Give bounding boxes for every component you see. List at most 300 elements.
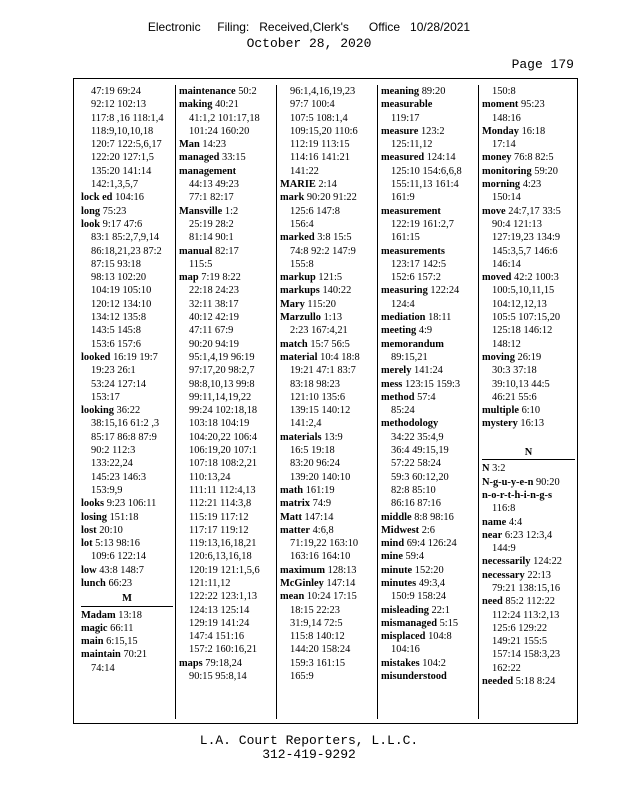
index-word: memorandum bbox=[381, 338, 444, 350]
page-line-references: 85:24 bbox=[391, 405, 415, 417]
index-continuation bbox=[482, 582, 575, 595]
page-line-references: 99:11,14,19,22 bbox=[189, 391, 252, 403]
index-continuation bbox=[280, 537, 374, 550]
page-line-references: 161:19 bbox=[305, 484, 335, 496]
index-entry bbox=[280, 284, 374, 297]
page-line-references: 101:24 160:20 bbox=[189, 125, 250, 137]
index-continuation bbox=[81, 245, 173, 258]
page-line-references: 10:4 18:8 bbox=[320, 351, 360, 363]
index-continuation bbox=[81, 471, 173, 484]
index-continuation bbox=[381, 497, 475, 510]
index-continuation bbox=[179, 471, 273, 484]
index-entry bbox=[280, 577, 374, 590]
index-continuation bbox=[381, 431, 475, 444]
index-word: map bbox=[179, 272, 199, 284]
index-continuation bbox=[381, 590, 475, 603]
index-continuation bbox=[81, 311, 173, 324]
index-word: markups bbox=[280, 285, 320, 297]
index-continuation bbox=[179, 511, 273, 524]
page-line-references: 89:20 bbox=[421, 86, 446, 97]
page-line-references: 82:17 bbox=[215, 245, 239, 257]
index-entry bbox=[179, 245, 273, 258]
index-continuation bbox=[482, 311, 575, 324]
index-continuation bbox=[81, 258, 173, 271]
index-word: making bbox=[179, 99, 213, 111]
page-line-references: 122:24 bbox=[430, 285, 460, 297]
page-line-references: 144:9 bbox=[492, 543, 516, 555]
page-line-references: 152:20 bbox=[414, 564, 444, 576]
index-continuation bbox=[482, 245, 575, 258]
index-continuation bbox=[482, 284, 575, 297]
page-line-references: 9:23 106:11 bbox=[106, 498, 157, 510]
index-entry bbox=[81, 351, 173, 364]
page-line-references: 118:9,10,10,18 bbox=[91, 125, 154, 137]
page-line-references: 107:18 108:2,21 bbox=[189, 458, 258, 470]
index-entry bbox=[381, 537, 475, 550]
page-line-references: 119:17 bbox=[391, 112, 420, 124]
index-continuation bbox=[81, 550, 173, 563]
page-line-references: 96:1,4,16,19,23 bbox=[290, 86, 356, 97]
index-entry bbox=[81, 497, 173, 510]
page-line-references: 116:8 bbox=[492, 503, 516, 515]
index-continuation bbox=[381, 271, 475, 284]
page-line-references: 83:18 98:23 bbox=[290, 378, 340, 390]
page-line-references: 98:13 102:20 bbox=[91, 272, 147, 284]
index-word: methodology bbox=[381, 418, 439, 430]
index-entry bbox=[381, 245, 475, 258]
index-word: management bbox=[179, 165, 237, 177]
index-entry bbox=[81, 609, 173, 622]
index-continuation bbox=[179, 218, 273, 231]
page-line-references: 81:14 90:1 bbox=[189, 232, 234, 244]
page-line-references: 133:22,24 bbox=[91, 458, 133, 470]
page-line-references: 4:4 bbox=[508, 516, 523, 528]
page-line-references: 90:20 bbox=[535, 476, 560, 488]
transcript-date: October 28, 2020 bbox=[246, 36, 372, 51]
index-entry bbox=[381, 338, 475, 351]
index-continuation bbox=[179, 298, 273, 311]
index-word: looking bbox=[81, 405, 114, 417]
index-column-5 bbox=[482, 85, 575, 719]
index-word: mediation bbox=[381, 312, 426, 324]
index-word: n-o-r-t-h-i-n-g-s bbox=[482, 489, 553, 501]
index-continuation bbox=[81, 417, 173, 430]
page-line-references: 86:16 87:16 bbox=[391, 498, 441, 510]
index-continuation bbox=[81, 662, 173, 675]
page-line-references: 123:17 142:5 bbox=[391, 258, 447, 270]
index-entry bbox=[482, 516, 575, 529]
index-word: moving bbox=[482, 351, 515, 363]
index-continuation bbox=[179, 630, 273, 643]
page-line-references: 124:14 bbox=[426, 152, 456, 164]
page-line-references: 4:6,8 bbox=[312, 524, 334, 536]
index-continuation bbox=[482, 112, 575, 125]
page-line-references: 157:14 158:3,23 bbox=[492, 649, 561, 661]
page-line-references: 38:15,16 61:2 ,3 bbox=[91, 418, 160, 430]
index-continuation bbox=[280, 604, 374, 617]
page-line-references: 24:7,17 33:5 bbox=[508, 205, 561, 217]
page-line-references: 83:1 85:2,7,9,14 bbox=[91, 232, 160, 244]
page-line-references: 74:8 92:2 147:9 bbox=[290, 245, 356, 257]
index-entry bbox=[381, 284, 475, 297]
page-line-references: 5:13 98:16 bbox=[95, 538, 140, 550]
page-line-references: 115:19 117:12 bbox=[189, 511, 249, 523]
index-continuation bbox=[179, 617, 273, 630]
index-word: money bbox=[482, 152, 512, 164]
page-line-references: 70:21 bbox=[123, 649, 148, 661]
page-line-references: 152:6 157:2 bbox=[391, 272, 441, 284]
index-continuation bbox=[81, 178, 173, 191]
index-word: Matt bbox=[280, 511, 302, 523]
index-continuation bbox=[81, 298, 173, 311]
index-continuation bbox=[81, 338, 173, 351]
index-entry bbox=[81, 205, 173, 218]
index-continuation bbox=[179, 338, 273, 351]
page-line-references: 83:20 96:24 bbox=[290, 458, 340, 470]
index-continuation bbox=[280, 324, 374, 337]
page-line-references: 112:19 113:15 bbox=[290, 139, 350, 151]
index-continuation bbox=[482, 191, 575, 204]
index-word: moment bbox=[482, 99, 519, 111]
index-word: mismanaged bbox=[381, 617, 437, 629]
index-continuation bbox=[81, 484, 173, 497]
page-line-references: 97:7 100:4 bbox=[290, 99, 335, 111]
page-line-references: 95:1,4,19 96:19 bbox=[189, 351, 255, 363]
index-continuation bbox=[482, 648, 575, 661]
page-line-references: 66:11 bbox=[110, 622, 134, 634]
page-line-references: 123:15 159:3 bbox=[404, 378, 461, 390]
page-line-references: 66:23 bbox=[108, 577, 133, 589]
index-word: near bbox=[482, 529, 503, 541]
index-word: lot bbox=[81, 538, 93, 550]
index-entry bbox=[280, 338, 374, 351]
page-line-references: 2:14 bbox=[318, 179, 337, 191]
index-entry bbox=[381, 617, 475, 630]
page-line-references: 90:20 91:22 bbox=[306, 192, 357, 204]
index-continuation bbox=[179, 364, 273, 377]
page-line-references: 165:9 bbox=[290, 671, 314, 683]
index-word: looked bbox=[81, 351, 111, 363]
index-column-2 bbox=[179, 85, 273, 719]
index-word: lost bbox=[81, 524, 97, 536]
index-entry bbox=[381, 391, 475, 404]
page-line-references: 150:9 158:24 bbox=[391, 591, 447, 603]
index-continuation bbox=[179, 670, 273, 683]
index-entry bbox=[482, 476, 575, 489]
index-entry bbox=[381, 670, 475, 683]
index-continuation bbox=[381, 112, 475, 125]
index-entry bbox=[81, 191, 173, 204]
index-entry bbox=[81, 648, 173, 661]
index-entry bbox=[381, 630, 475, 643]
page-line-references: 26:19 bbox=[517, 351, 542, 363]
index-entry bbox=[81, 404, 173, 417]
index-word: markup bbox=[280, 272, 316, 284]
page-line-references: 120:19 121:1,5,6 bbox=[189, 564, 260, 576]
index-entry bbox=[280, 191, 374, 204]
index-continuation bbox=[179, 417, 273, 430]
index-continuation bbox=[280, 98, 374, 111]
index-continuation bbox=[81, 112, 173, 125]
index-entry bbox=[482, 125, 575, 138]
index-word: maintenance bbox=[179, 86, 236, 97]
index-word: match bbox=[280, 338, 308, 350]
page-line-references: 79:18,24 bbox=[205, 657, 242, 669]
index-word: marked bbox=[280, 232, 315, 244]
index-word: necessarily bbox=[482, 556, 531, 568]
page-line-references: 74:14 bbox=[91, 662, 115, 674]
index-continuation bbox=[381, 178, 475, 191]
page-line-references: 18:15 22:23 bbox=[290, 604, 340, 616]
index-word: monitoring bbox=[482, 165, 532, 177]
index-word: meeting bbox=[381, 325, 417, 337]
index-continuation bbox=[482, 391, 575, 404]
index-entry bbox=[482, 675, 575, 688]
page-line-references: 36:22 bbox=[116, 405, 141, 417]
index-entry bbox=[482, 178, 575, 191]
page-line-references: 117:17 119:12 bbox=[189, 524, 249, 536]
page-line-references: 144:20 158:24 bbox=[290, 644, 351, 656]
index-word: mine bbox=[381, 551, 403, 563]
index-table bbox=[73, 78, 578, 724]
index-continuation bbox=[179, 604, 273, 617]
index-entry bbox=[482, 595, 575, 608]
index-entry bbox=[81, 511, 173, 524]
index-entry bbox=[280, 271, 374, 284]
page-line-references: 32:11 38:17 bbox=[189, 298, 239, 310]
page-line-references: 120:12 134:10 bbox=[91, 298, 152, 310]
index-continuation bbox=[280, 245, 374, 258]
page-line-references: 159:3 161:15 bbox=[290, 657, 346, 669]
page-line-references: 22:1 bbox=[431, 604, 451, 616]
index-continuation bbox=[482, 338, 575, 351]
page-line-references: 49:3,4 bbox=[418, 577, 446, 589]
index-continuation bbox=[280, 85, 374, 98]
page-line-references: 85:17 86:8 87:9 bbox=[91, 431, 157, 443]
index-continuation bbox=[381, 138, 475, 151]
index-continuation bbox=[381, 404, 475, 417]
index-continuation bbox=[381, 165, 475, 178]
page-line-references: 119:13,16,18,21 bbox=[189, 538, 257, 550]
page-line-references: 1:2 bbox=[224, 205, 239, 217]
page-line-references: 115:5 bbox=[189, 258, 213, 270]
index-entry bbox=[280, 231, 374, 244]
column-divider bbox=[276, 85, 277, 719]
index-continuation bbox=[381, 258, 475, 271]
index-column-4 bbox=[381, 85, 475, 719]
index-word: low bbox=[81, 564, 97, 576]
index-word: main bbox=[81, 636, 104, 648]
blank-line bbox=[482, 431, 575, 444]
index-word: Man bbox=[179, 139, 200, 151]
page-line-references: 104:16 bbox=[115, 192, 144, 204]
column-divider bbox=[175, 85, 176, 719]
index-continuation bbox=[81, 391, 173, 404]
index-continuation bbox=[381, 444, 475, 457]
index-entry bbox=[381, 324, 475, 337]
index-word: moved bbox=[482, 272, 512, 284]
index-word: minute bbox=[381, 564, 413, 576]
page-line-references: 112:21 114:3,8 bbox=[189, 498, 252, 510]
index-continuation bbox=[280, 218, 374, 231]
page-line-references: 141:22 bbox=[290, 165, 319, 177]
index-word: meaning bbox=[381, 86, 420, 97]
index-entry bbox=[381, 524, 475, 537]
index-continuation bbox=[179, 457, 273, 470]
index-word: needed bbox=[482, 676, 514, 688]
index-continuation bbox=[280, 125, 374, 138]
page-line-references: 125:11,12 bbox=[391, 139, 433, 151]
index-entry bbox=[482, 151, 575, 164]
index-word: mistakes bbox=[381, 657, 420, 669]
index-continuation bbox=[81, 284, 173, 297]
index-continuation bbox=[81, 125, 173, 138]
page-line-references: 59:20 bbox=[534, 165, 558, 177]
index-continuation bbox=[381, 351, 475, 364]
page-line-references: 30:3 37:18 bbox=[492, 365, 537, 377]
page-line-references: 128:13 bbox=[327, 564, 357, 576]
page-line-references: 39:10,13 44:5 bbox=[492, 378, 550, 390]
index-entry bbox=[179, 138, 273, 151]
page-line-references: 115:8 140:12 bbox=[290, 631, 345, 643]
page-line-references: 111:11 112:4,13 bbox=[189, 484, 256, 496]
index-continuation bbox=[179, 550, 273, 563]
index-continuation bbox=[482, 662, 575, 675]
index-word: merely bbox=[381, 365, 412, 377]
index-entry bbox=[179, 98, 273, 111]
page-line-references: 156:4 bbox=[290, 218, 314, 230]
index-continuation bbox=[81, 85, 173, 98]
page-line-references: 162:22 bbox=[492, 662, 521, 674]
index-entry bbox=[179, 85, 273, 98]
index-continuation bbox=[179, 191, 273, 204]
page-line-references: 148:12 bbox=[492, 338, 521, 350]
index-entry bbox=[381, 98, 475, 111]
index-continuation bbox=[482, 218, 575, 231]
page-line-references: 125:6 129:22 bbox=[492, 622, 548, 634]
page-line-references: 43:8 148:7 bbox=[99, 564, 144, 576]
page-line-references: 125:10 154:6,6,8 bbox=[391, 165, 462, 177]
index-entry bbox=[381, 604, 475, 617]
index-word: managed bbox=[179, 152, 220, 164]
index-word: measuring bbox=[381, 285, 428, 297]
page-line-references: 6:23 12:3,4 bbox=[504, 529, 553, 541]
page-line-references: 142:1,3,5,7 bbox=[91, 179, 139, 191]
index-entry bbox=[381, 205, 475, 218]
page-line-references: 125:6 147:8 bbox=[290, 205, 340, 217]
index-word: need bbox=[482, 596, 503, 608]
index-entry bbox=[482, 555, 575, 568]
page-line-references: 120:7 122:5,6,17 bbox=[91, 139, 162, 151]
page-line-references: 47:19 69:24 bbox=[91, 86, 141, 97]
page-line-references: 6:10 bbox=[521, 405, 541, 417]
index-word: lock ed bbox=[81, 192, 113, 204]
page-line-references: 125:18 146:12 bbox=[492, 325, 553, 337]
index-entry bbox=[81, 537, 173, 550]
index-word: mark bbox=[280, 192, 305, 204]
page-line-references: 6:15,15 bbox=[106, 636, 138, 648]
page-line-references: 86:18,21,23 87:2 bbox=[91, 245, 162, 257]
index-entry bbox=[81, 564, 173, 577]
index-word: mean bbox=[280, 591, 305, 603]
page-line-references: 13:9 bbox=[324, 431, 343, 443]
letter-section-header: M bbox=[81, 592, 173, 606]
page-line-references: 150:8 bbox=[492, 86, 516, 97]
index-entry bbox=[179, 271, 273, 284]
index-continuation bbox=[381, 298, 475, 311]
page-line-references: 153:6 157:6 bbox=[91, 338, 141, 350]
index-entry bbox=[179, 151, 273, 164]
index-continuation bbox=[179, 125, 273, 138]
index-word: misplaced bbox=[381, 631, 426, 643]
page-line-references: 139:20 140:10 bbox=[290, 471, 351, 483]
index-entry bbox=[280, 524, 374, 537]
index-word: materials bbox=[280, 431, 322, 443]
page-line-references: 161:15 bbox=[391, 232, 420, 244]
index-entry bbox=[280, 311, 374, 324]
page-line-references: 69:4 126:24 bbox=[406, 538, 457, 550]
index-continuation bbox=[280, 417, 374, 430]
index-continuation bbox=[381, 643, 475, 656]
index-word: method bbox=[381, 391, 415, 403]
page-line-references: 16:19 19:7 bbox=[113, 351, 158, 363]
index-continuation bbox=[81, 364, 173, 377]
page-line-references: 10:24 17:15 bbox=[306, 591, 357, 603]
page-line-references: 129:19 141:24 bbox=[189, 617, 250, 629]
index-continuation bbox=[381, 218, 475, 231]
index-continuation bbox=[81, 138, 173, 151]
index-continuation bbox=[280, 205, 374, 218]
page-line-references: 151:18 bbox=[109, 511, 139, 523]
page-line-references: 9:17 47:6 bbox=[102, 218, 143, 230]
page-line-references: 110:13,24 bbox=[189, 471, 231, 483]
page-line-references: 87:15 93:18 bbox=[91, 258, 141, 270]
page-line-references: 1:13 bbox=[323, 312, 343, 324]
page-line-references: 141:2,4 bbox=[290, 418, 322, 430]
page-line-references: 16:5 19:18 bbox=[290, 445, 335, 457]
page-line-references: 148:16 bbox=[492, 112, 521, 124]
page-line-references: 76:8 82:5 bbox=[514, 152, 554, 164]
index-word: manual bbox=[179, 245, 213, 257]
page-line-references: 59:3 60:12,20 bbox=[391, 471, 449, 483]
index-word: material bbox=[280, 351, 318, 363]
page-line-references: 18:11 bbox=[428, 312, 452, 324]
page-line-references: 90:15 95:8,14 bbox=[189, 671, 247, 683]
page-line-references: 112:24 113:2,13 bbox=[492, 609, 560, 621]
page-line-references: 4:23 bbox=[522, 179, 542, 191]
page-line-references: 145:3,5,7 146:6 bbox=[492, 245, 558, 257]
index-word: matter bbox=[280, 524, 310, 536]
index-entry bbox=[482, 205, 575, 218]
index-column-3 bbox=[280, 85, 374, 719]
index-continuation bbox=[179, 231, 273, 244]
index-word: matrix bbox=[280, 498, 311, 510]
page-line-references: 109:6 122:14 bbox=[91, 551, 147, 563]
index-continuation bbox=[381, 231, 475, 244]
page-line-references: 114:16 141:21 bbox=[290, 152, 350, 164]
court-reporter-name: L.A. Court Reporters, L.L.C. bbox=[199, 733, 419, 748]
index-entry bbox=[81, 577, 173, 590]
page-line-references: 13:18 bbox=[118, 609, 142, 621]
page-line-references: 57:4 bbox=[417, 391, 436, 403]
page-line-references: 2:6 bbox=[421, 524, 435, 536]
index-word: middle bbox=[381, 511, 412, 523]
index-continuation bbox=[179, 431, 273, 444]
page-line-references: 124:22 bbox=[533, 556, 562, 568]
index-continuation bbox=[81, 98, 173, 111]
index-entry bbox=[381, 364, 475, 377]
index-entry bbox=[482, 529, 575, 542]
